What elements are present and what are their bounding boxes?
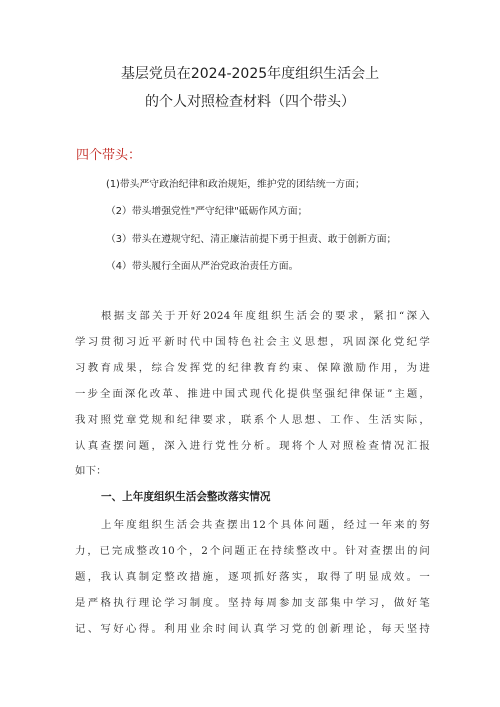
section-1-heading: 一、上年度组织生活会整改落实情况 [101,491,271,503]
document-title-line-1: 基层党员在2024-2025年度组织生活会上 [120,66,380,82]
intro-paragraph-line: 我对照党章党规和纪律要求，联系个人思想、工作、生活实际， [75,414,430,426]
section-1-paragraph-line: 上年度组织生活会共查摆出12个具体问题，经过一年来的努 [101,519,430,531]
intro-paragraph-line: 根据支部关于开好2024年度组织生活会的要求，紧扣“深入 [101,310,430,322]
section-1-paragraph-line: 题，我认真制定整改措施，逐项抓好落实，取得了明显成效。一 [75,571,430,583]
four-leads-item-1: (1)带头严守政治纪律和政治规矩，维护党的团结统一方面； [106,179,365,190]
document-title-line-2: 的个人对照检查材料（四个带头） [145,94,355,110]
four-leads-item-4: （4）带头履行全面从严治党政治责任方面。 [106,261,299,272]
four-leads-heading: 四个带头： [76,148,142,163]
section-1-paragraph-line: 记、写好心得。利用业余时间认真学习党的创新理论，每天坚持 [75,623,430,635]
section-1-paragraph-line: 是严格执行理论学习制度。坚持每周参加支部集中学习，做好笔 [75,597,430,609]
intro-paragraph-line: 学习贯彻习近平新时代中国特色社会主义思想，巩固深化党纪学 [75,336,430,348]
intro-paragraph-line: 认真查摆问题，深入进行党性分析。现将个人对照检查情况汇报 [75,440,430,452]
section-1-paragraph-line: 力，已完成整改10个，2个问题正在持续整改中。针对查摆出的问 [75,545,430,557]
intro-paragraph-line: 习教育成果，综合发挥党的纪律教育约束、保障激励作用，为进 [75,362,430,374]
four-leads-item-3: （3）带头在遵规守纪、清正廉洁前提下勇于担责、敢于创新方面； [106,234,397,245]
intro-paragraph-line: 一步全面深化改革、推进中国式现代化提供坚强纪律保证”主题， [75,388,430,400]
intro-paragraph-line: 如下： [75,465,107,477]
four-leads-item-2: （2）带头增强党性"严守纪律"砥砺作风方面； [106,206,308,217]
